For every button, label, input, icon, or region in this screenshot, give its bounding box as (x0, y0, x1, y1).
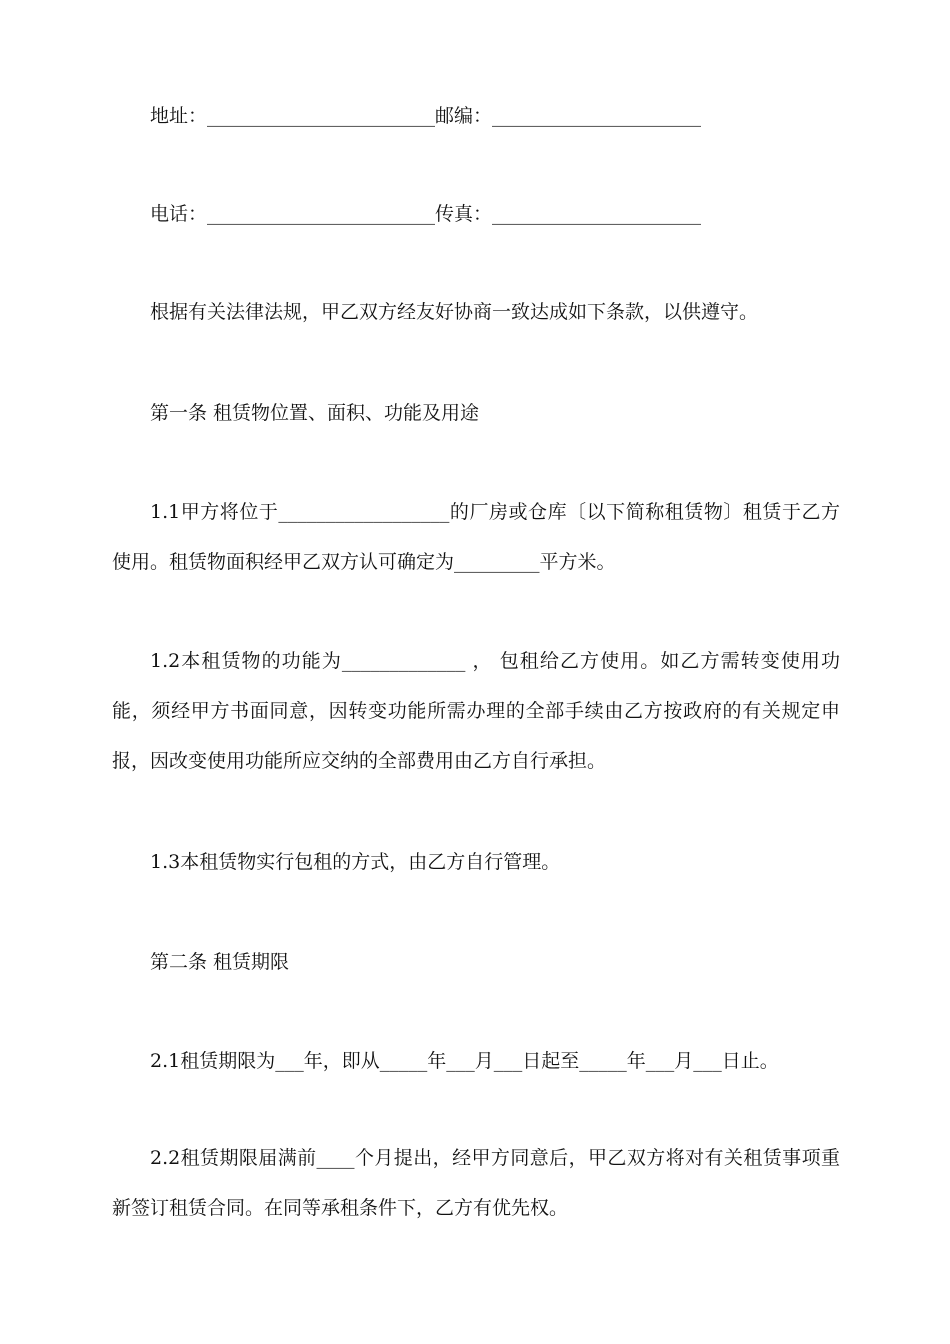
clause-2-1: 2.1租赁期限为___年，即从_____年___月___日起至_____年___月___日止。 (150, 1050, 779, 1072)
clause-1-2-text: 1.2本租赁物的功能为_____________ ， 包租给乙方使用。如乙方需转变使用功能，须经甲方书面同意，因转变功能所需办理的全部手续由乙方按政府的有关规定申报，因改变使用功能所应交纳的全部费用由乙方自行承担。 (112, 650, 840, 772)
phone-fax-line: 电话：________________________传真：______________________ (150, 203, 702, 225)
intro-paragraph: 根据有关法律法规，甲乙双方经友好协商一致达成如下条款，以供遵守。 (150, 301, 759, 323)
article-1-title: 第一条 租赁物位置、面积、功能及用途 (150, 402, 480, 424)
clause-1-1 (112, 487, 840, 587)
clause-1-3: 1.3本租赁物实行包租的方式，由乙方自行管理。 (150, 851, 561, 873)
clause-1-2 (112, 636, 840, 786)
address-postcode-line: 地址：________________________邮编：______________________ (150, 105, 702, 127)
clause-2-2 (112, 1133, 840, 1233)
clause-2-2-text: 2.2租赁期限届满前____个月提出，经甲方同意后，甲乙双方将对有关租赁事项重新签订租赁合同。在同等承租条件下，乙方有优先权。 (112, 1147, 840, 1219)
article-2-title: 第二条 租赁期限 (150, 951, 290, 973)
clause-1-1-text: 1.1甲方将位于__________________的厂房或仓库〔以下简称租赁物〕租赁于乙方使用。租赁物面积经甲乙双方认可确定为_________平方米。 (112, 501, 840, 573)
